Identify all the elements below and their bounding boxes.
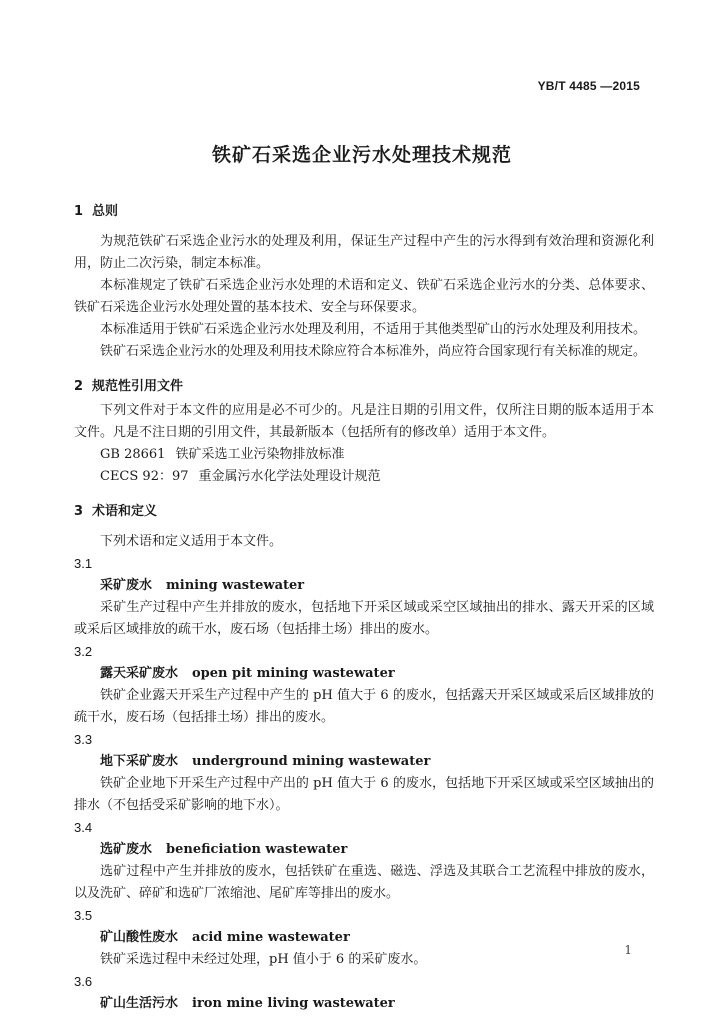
reference-name: 铁矿采选工业污染物排放标准 (175, 447, 345, 462)
term-entry (100, 839, 654, 861)
reference-item (100, 466, 654, 488)
paragraph: 本标准适用于铁矿石采选企业污水处理及利用，不适用于其他类型矿山的污水处理及利用技术。 (100, 322, 647, 337)
term-definition: 选矿过程中产生并排放的废水，包括铁矿在重选、磁选、浮选及其联合工艺流程中排放的废水，以及洗矿、碎矿和选矿厂浓缩池、尾矿库等排出的废水。 (74, 864, 654, 901)
paragraph: 本标准规定了铁矿石采选企业污水处理的术语和定义、铁矿石采选企业污水的分类、总体要求、铁矿石采选企业污水处理处置的基本技术、安全与环保要求。 (74, 278, 654, 315)
paragraph: 下列术语和定义适用于本文件。 (100, 534, 283, 549)
standard-code: YB/T 4485 —2015 (537, 79, 640, 93)
paragraph: 下列文件对于本文件的应用是必不可少的。凡是注日期的引用文件，仅所注日期的版本适用于本文件。凡是不注日期的引用文件，其最新版本（包括所有的修改单）适用于本文件。 (74, 403, 654, 440)
clause-number: 3.1 (74, 556, 93, 571)
term-entry (100, 927, 654, 949)
document-body (74, 200, 654, 1015)
term-zh: 地下采矿废水 (100, 754, 179, 769)
reference-item (100, 444, 654, 466)
term-zh: 选矿废水 (100, 842, 153, 857)
clause-number: 3.5 (74, 908, 93, 923)
page-number: 1 (624, 943, 632, 957)
term-definition: 采矿生产过程中产生并排放的废水，包括地下开采区域或采空区域抽出的排水、露天开采的区域或采后区域排放的疏干水，废石场（包括排土场）排出的废水。 (74, 600, 654, 637)
term-en: underground mining wastewater (192, 754, 431, 769)
clause-number: 3.3 (74, 732, 93, 747)
section-title: 术语和定义 (92, 504, 158, 519)
section-number: 3 (74, 504, 84, 519)
term-zh: 露天采矿废水 (100, 666, 179, 681)
section-number: 1 (74, 204, 84, 219)
section-heading-3 (74, 500, 654, 519)
paragraph: 铁矿石采选企业污水的处理及利用技术除应符合本标准外，尚应符合国家现行有关标准的规定。 (100, 344, 647, 359)
term-zh: 矿山生活污水 (100, 996, 179, 1011)
section-heading-2 (74, 375, 654, 394)
term-zh: 采矿废水 (100, 578, 153, 593)
term-en: beneficiation wastewater (166, 842, 348, 857)
section-number: 2 (74, 379, 84, 394)
clause-number: 3.2 (74, 644, 93, 659)
section-heading-1 (74, 200, 654, 219)
term-definition: 铁矿企业地下开采生产过程中产出的 pH 值大于 6 的废水，包括地下开采区域或采空区域抽出的排水（不包括受采矿影响的地下水）。 (74, 776, 654, 813)
term-entry (100, 663, 654, 685)
term-en: mining wastewater (166, 578, 305, 593)
term-zh: 矿山酸性废水 (100, 930, 179, 945)
section-title: 规范性引用文件 (92, 379, 184, 394)
document-title: 铁矿石采选企业污水处理技术规范 (211, 144, 512, 166)
reference-code: CECS 92：97 (100, 469, 189, 484)
term-definition: 铁矿企业露天开采生产过程中产生的 pH 值大于 6 的废水，包括露天开采区域或采后区域排放的疏干水，废石场（包括排土场）排出的废水。 (74, 688, 654, 725)
term-en: open pit mining wastewater (192, 666, 395, 681)
term-entry (100, 751, 654, 773)
reference-code: GB 28661 (100, 447, 166, 462)
paragraph: 为规范铁矿石采选企业污水的处理及利用，保证生产过程中产生的污水得到有效治理和资源化利用，防止二次污染，制定本标准。 (74, 234, 654, 271)
term-en: acid mine wastewater (192, 930, 350, 945)
term-entry (100, 993, 654, 1015)
clause-number: 3.4 (74, 820, 93, 835)
term-en: iron mine living wastewater (192, 996, 395, 1011)
clause-number: 3.6 (74, 974, 93, 989)
term-definition: 铁矿采选过程中未经过处理，pH 值小于 6 的采矿废水。 (100, 952, 427, 967)
reference-name: 重金属污水化学法处理设计规范 (198, 469, 381, 484)
section-title: 总则 (92, 204, 119, 219)
term-entry (100, 575, 654, 597)
